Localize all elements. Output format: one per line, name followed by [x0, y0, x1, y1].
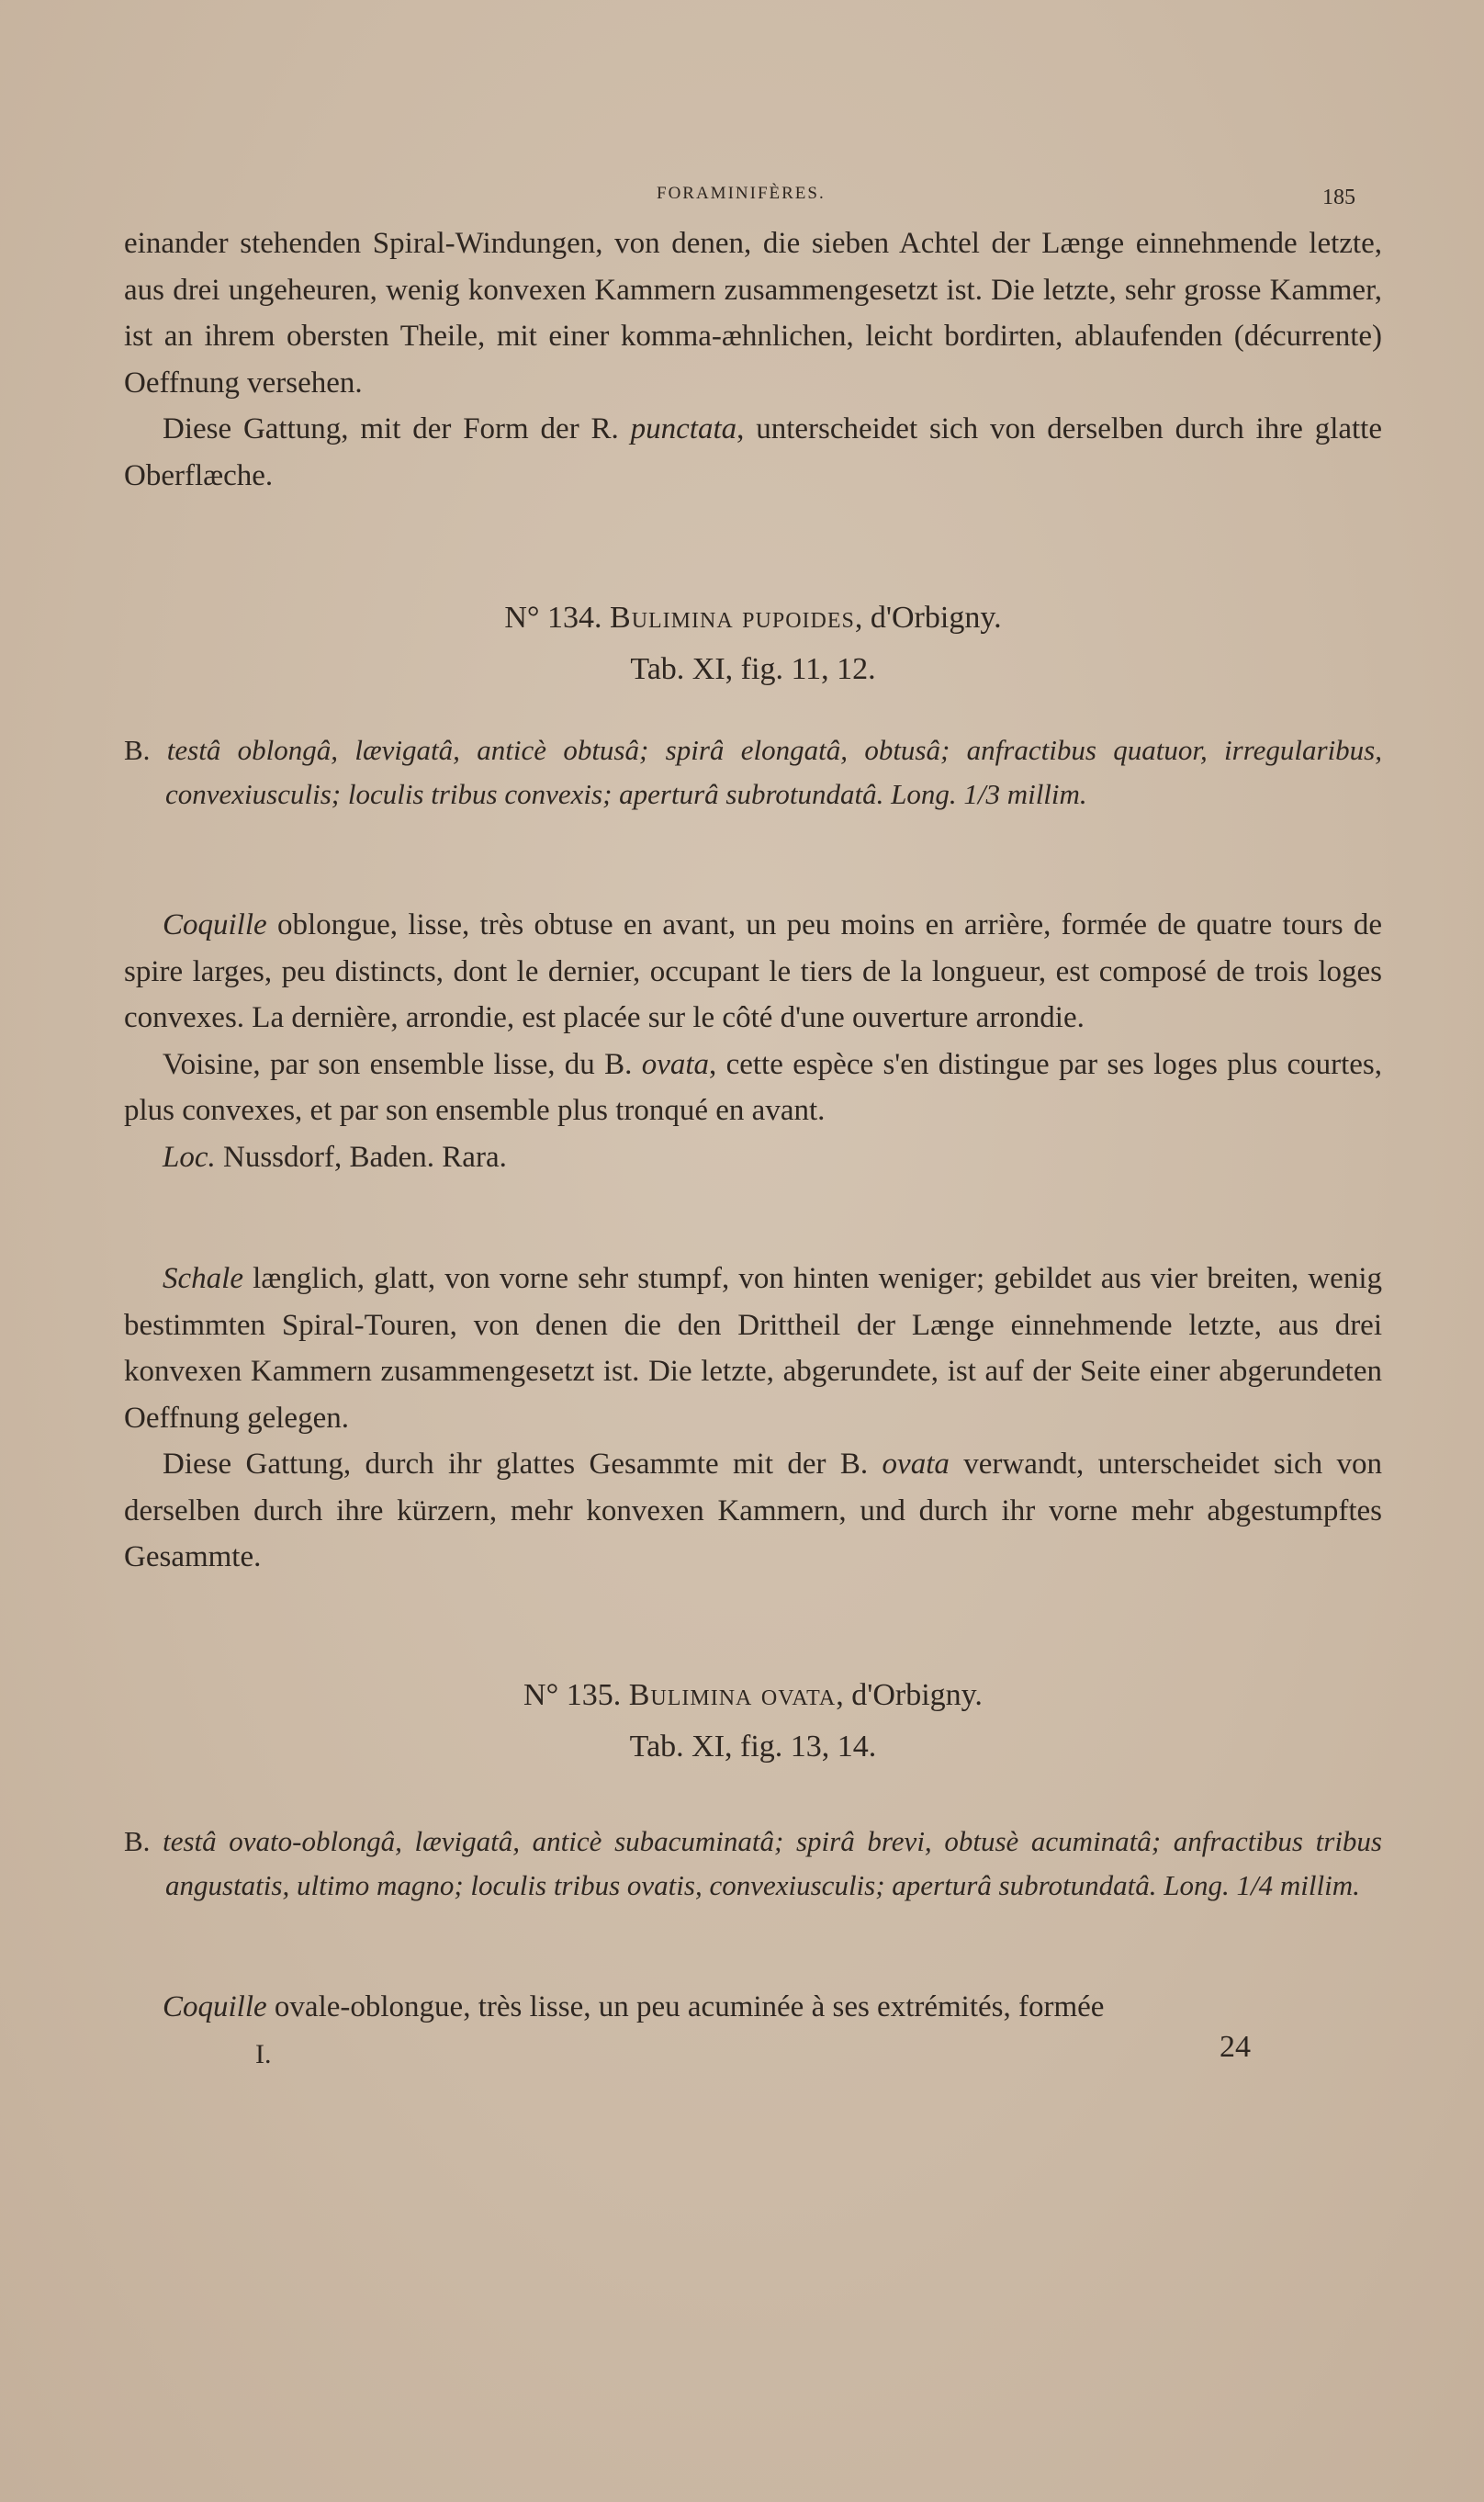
species-134-plate-ref: Tab. XI, fig. 11, 12.: [630, 652, 876, 686]
species-135-title: N° 135. Bulimina ovata, d'Orbigny.: [523, 1678, 983, 1712]
intro-paragraph-1: einander stehenden Spiral-Windungen, von denen, die sieben Achtel der Længe einnehmende letzte, aus drei ungeheuren, wenig konvexen Kammern zusammengesetzt ist. Die letzte, sehr grosse Kammer, ist an ihrem obersten Theile, mit einer komma-æhnlichen, leicht bordirten, ablaufenden (décurrente) Oeffnung versehen.: [124, 227, 1382, 400]
species-134-french-paragraph-2: Voisine, par son ensemble lisse, du B. ovata, cette espèce s'en distingue par ses loges plus courtes, plus convexes, et par son ensemble plus tronqué en avant.: [124, 1047, 1382, 1127]
intro-paragraph-2: Diese Gattung, mit der Form der R. punctata, unterscheidet sich von derselben durch ihre glatte Oberflæche.: [124, 412, 1382, 492]
species-134-german-paragraph-2: Diese Gattung, durch ihr glattes Gesammte mit der B. ovata verwandt, unterscheidet sich von derselben durch ihre kürzern, mehr konvexen Kammern, und durch ihr vorne mehr abgestumpftes Gesammte.: [124, 1448, 1382, 1573]
species-135-diagnosis: B. testâ ovato-oblongâ, lævigatâ, anticè subacuminatâ; spirâ brevi, obtusè acuminatâ; anfractibus tribus angustatis, ultimo magno; loculis tribus ovatis, convexiusculis; aperturâ subrotundatâ. Long. 1/4 millim.: [124, 1825, 1382, 1901]
running-header: [0, 184, 1484, 211]
species-135-french: [124, 1984, 1382, 2031]
page-number: 185: [1322, 186, 1355, 209]
species-135-heading: [124, 1670, 1382, 1773]
running-title: FORAMINIFÈRES.: [657, 184, 826, 203]
species-134-locality: Loc. Nussdorf, Baden. Rara.: [163, 1140, 507, 1174]
species-135-plate-ref: Tab. XI, fig. 13, 14.: [629, 1730, 877, 1764]
page-footer: [0, 2030, 1484, 2067]
species-134-heading: [124, 592, 1382, 695]
signature-mark-right: 24: [1220, 2030, 1251, 2064]
species-134-french: [124, 902, 1382, 1180]
species-135-french-paragraph-1: Coquille ovale-oblongue, très lisse, un peu acuminée à ses extrémités, formée: [163, 1990, 1105, 2023]
species-134-german: [124, 1256, 1382, 1581]
species-134-diagnosis: B. testâ oblongâ, lævigatâ, anticè obtusâ; spirâ elongatâ, obtusâ; anfractibus quatuor, irregularibus, convexiusculis; loculis tribus convexis; aperturâ subrotundatâ. Long. 1/3 millim.: [124, 734, 1383, 810]
intro-section: [124, 220, 1382, 499]
species-134-title: N° 134. Bulimina pupoides, d'Orbigny.: [504, 601, 1002, 635]
species-134-french-paragraph-1: Coquille oblongue, lisse, très obtuse en avant, un peu moins en arrière, formée de quatre tours de spire larges, peu distincts, dont le dernier, occupant le tiers de la longueur, est composé de trois loges convexes. La dernière, arrondie, est placée sur le côté d'une ouverture arrondie.: [124, 908, 1382, 1034]
species-134-german-paragraph-1: Schale længlich, glatt, von vorne sehr stumpf, von hinten weniger; gebildet aus vier breiten, wenig bestimmten Spiral-Touren, von denen die den Drittheil der Længe einnehmende letzte, aus drei konvexen Kammern zusammengesetzt ist. Die letzte, abgerundete, ist auf der Seite einer abgerundeten Oeffnung gelegen.: [124, 1262, 1382, 1435]
signature-mark-left: I.: [255, 2039, 272, 2069]
